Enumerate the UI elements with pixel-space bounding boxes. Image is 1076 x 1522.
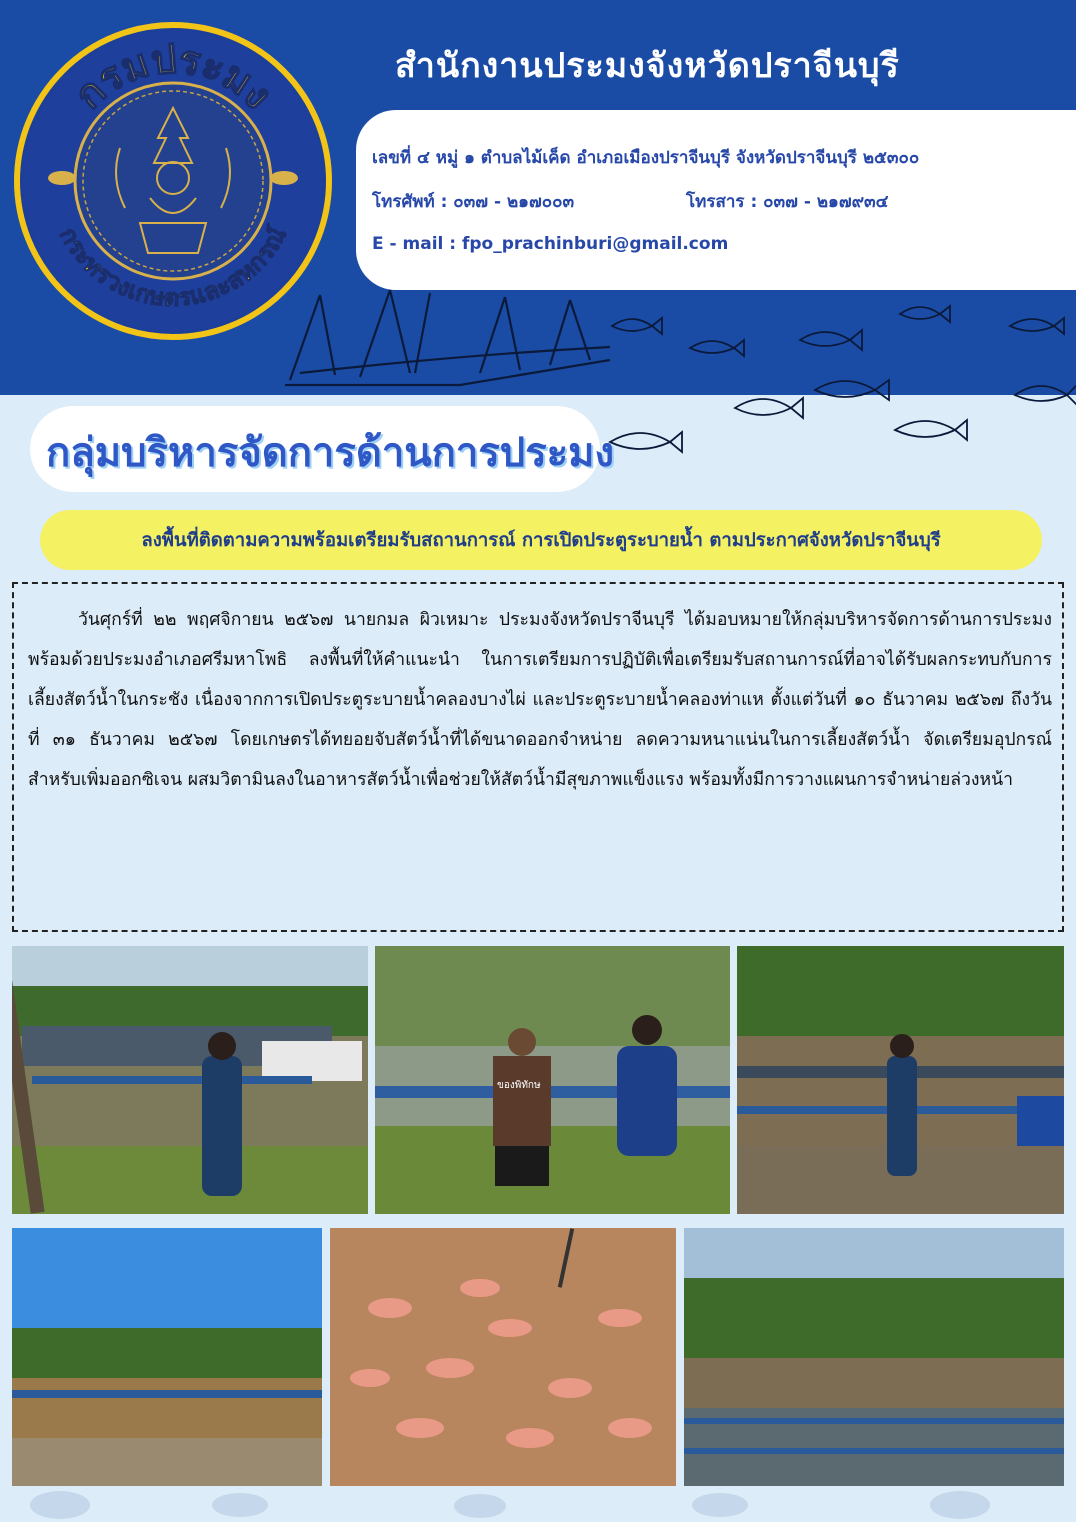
section-title: กลุ่มบริหารจัดการด้านการประมง xyxy=(46,430,615,476)
contact-card xyxy=(356,110,1076,290)
logo-top-text: กรมประมง xyxy=(65,36,281,119)
sailboat-illustration xyxy=(280,285,660,395)
shirt-text: ของพิทักษ xyxy=(497,1080,541,1091)
photo-officer-meeting xyxy=(375,946,730,1214)
photo-red-tilapia xyxy=(330,1228,676,1486)
office-fax: โทรสาร : ๐๓๗ - ๒๑๗๙๓๔ xyxy=(686,192,889,212)
section-title-pill xyxy=(30,406,615,492)
article-body: วันศุกร์ที่ ๒๒ พฤศจิกายน ๒๕๖๗ นายกมล ผิวเหมาะ ประมงจังหวัดปราจีนบุรี ได้มอบหมายให้กลุ่มบริหารจัดการด้านการประมง พร้อมด้วยประมงอำเภอศรีมหาโพธิ ลงพื้นที่ให้คำแนะนำ ในการเตรียมการปฏิบัติเพื่อเตรียมรับสถานการณ์ที่อาจได้รับผลกระทบกับการเลี้ยงสัตว์น้ำในกระชัง เนื่องจากการเปิดประตูระบายน้ำคลองบางไผ่ และประตูระบายน้ำคลองท่าแห ตั้งแต่วันที่ ๑๐ ธันวาคม ๒๕๖๗ ถึงวันที่ ๓๑ ธันวาคม ๒๕๖๗ โดยเกษตรได้ทยอยจับสัตว์น้ำที่ได้ขนาดออกจำหน่าย ลดความหนาแน่นในการเลี้ยงสัตว์น้ำ จัดเตรียมอุปกรณ์สำหรับเพิ่มออกซิเจน ผสมวิตามินลงในอาหารสัตว์น้ำเพื่อช่วยให้สัตว์น้ำมีสุขภาพแข็งแรง พร้อมทั้งมีการวางแผนการจำหน่ายล่วงหน้า xyxy=(28,610,1052,790)
svg-text:กระทรวงเกษตรและสหกรณ์ xyxy=(54,222,292,312)
photo-river-cages xyxy=(12,1228,322,1486)
office-address: เลขที่ ๔ หมู่ ๑ ตำบลไม้เค็ด อำเภอเมืองปราจีนบุรี จังหวัดปราจีนบุรี ๒๕๓๐๐ xyxy=(372,148,920,168)
photo-cage-farm-1 xyxy=(12,946,368,1214)
office-email: E - mail : fpo_prachinburi@gmail.com xyxy=(372,234,729,254)
photo-cage-farm-2 xyxy=(737,946,1064,1214)
svg-text:กรมประมง xyxy=(66,36,281,118)
office-phone: โทรศัพท์ : ๐๓๗ - ๒๑๗๐๐๓ xyxy=(372,192,575,212)
headline-text: ลงพื้นที่ติดตามความพร้อมเตรียมรับสถานการณ์ การเปิดประตูระบายน้ำ ตามประกาศจังหวัดปราจีนบุรี xyxy=(141,529,941,551)
photo-cage-overview xyxy=(684,1228,1064,1486)
office-title: สำนักงานประมงจังหวัดปราจีนบุรี xyxy=(395,46,900,86)
headline-banner xyxy=(40,510,1042,570)
logo-bottom-text: กระทรวงเกษตรและสหกรณ์ xyxy=(53,222,293,312)
